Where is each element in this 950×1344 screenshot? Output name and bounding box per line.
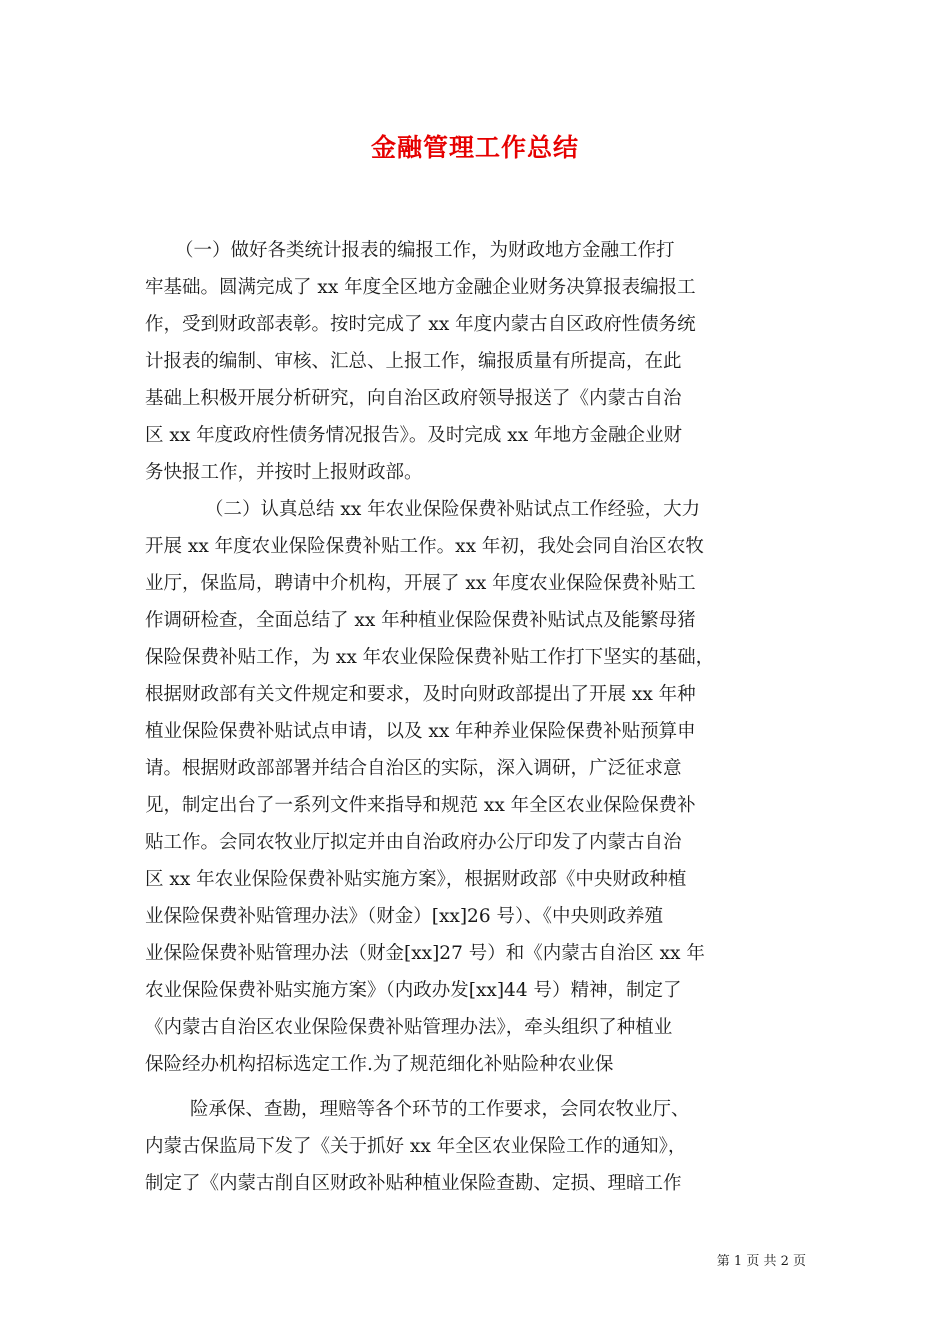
paragraph-2: [145, 491, 805, 1083]
text-line: 见，制定出台了一系列文件来指导和规范 xx 年全区农业保险保费补: [145, 795, 696, 816]
text-line: 开展 xx 年度农业保险保费补贴工作。xx 年初，我处会同自治区农牧: [145, 536, 704, 557]
text-line: 区 xx 年度政府性债务情况报告》。及时完成 xx 年地方金融企业财: [145, 425, 683, 446]
text-line: 区 xx 年农业保险保费补贴实施方案》，根据财政部《中央财政种植: [145, 869, 687, 890]
text-line: 业保险保费补贴管理办法》（财金）[xx]26 号）、《中央则政养殖: [145, 906, 663, 927]
text-line: 保险保费补贴工作，为 xx 年农业保险保费补贴工作打下坚实的基础，: [145, 647, 715, 668]
text-line: 牢基础。圆满完成了 xx 年度全区地方金融企业财务决算报表编报工: [145, 277, 696, 298]
text-line: 保险经办机构招标选定工作.为了规范细化补贴险种农业保: [145, 1054, 614, 1075]
text-line: 请。根据财政部部署并结合自治区的实际，深入调研，广泛征求意: [145, 758, 682, 779]
paragraph-gap: [145, 1083, 805, 1091]
text-line: 业厅，保监局，聘请中介机构，开展了 xx 年度农业保险保费补贴工: [145, 573, 696, 594]
text-line: 基础上积极开展分析研究，向自治区政府领导报送了《内蒙古自治: [145, 388, 682, 409]
text-line: 《内蒙古自治区农业保险保费补贴管理办法》，牵头组织了种植业: [145, 1017, 673, 1038]
text-line: 业保险保费补贴管理办法（财金[xx]27 号）和《内蒙古自治区 xx 年: [145, 943, 705, 964]
text-line: 务快报工作，并按时上报财政部。: [145, 462, 423, 483]
text-line: （一）做好各类统计报表的编报工作，为财政地方金融工作打: [175, 240, 675, 261]
text-line: 计报表的编制、审核、汇总、上报工作，编报质量有所提高，在此: [145, 351, 682, 372]
text-line: 内蒙古保监局下发了《关于抓好 xx 年全区农业保险工作的通知》，: [145, 1136, 687, 1157]
text-line: 农业保险保费补贴实施方案》（内政办发[xx]44 号）精神，制定了: [145, 980, 682, 1001]
text-line: 根据财政部有关文件规定和要求，及时向财政部提出了开展 xx 年种: [145, 684, 696, 705]
paragraph-3: [145, 1091, 805, 1202]
text-line: （二）认真总结 xx 年农业保险保费补贴试点工作经验，大力: [205, 499, 701, 520]
text-line: 制定了《内蒙古削自区财政补贴种植业保险查勘、定损、理暗工作: [145, 1173, 682, 1194]
text-line: 作调研检查，全面总结了 xx 年种植业保险保费补贴试点及能繁母猪: [145, 610, 696, 631]
paragraph-1: [145, 232, 805, 491]
text-line: 植业保险保费补贴试点申请，以及 xx 年种养业保险保费补贴预算申: [145, 721, 696, 742]
text-line: 作，受到财政部表彰。按时完成了 xx 年度内蒙古自区政府性债务统: [145, 314, 696, 335]
document-body: [145, 232, 805, 1202]
document-title: 金融管理工作总结: [370, 133, 579, 162]
text-line: 贴工作。会同农牧业厅拟定并由自治政府办公厅印发了内蒙古自治: [145, 832, 682, 853]
page-number: 第 1 页 共 2 页: [716, 1254, 806, 1269]
text-line: 险承保、查勘，理赔等各个环节的工作要求，会同农牧业厅、: [190, 1099, 690, 1120]
